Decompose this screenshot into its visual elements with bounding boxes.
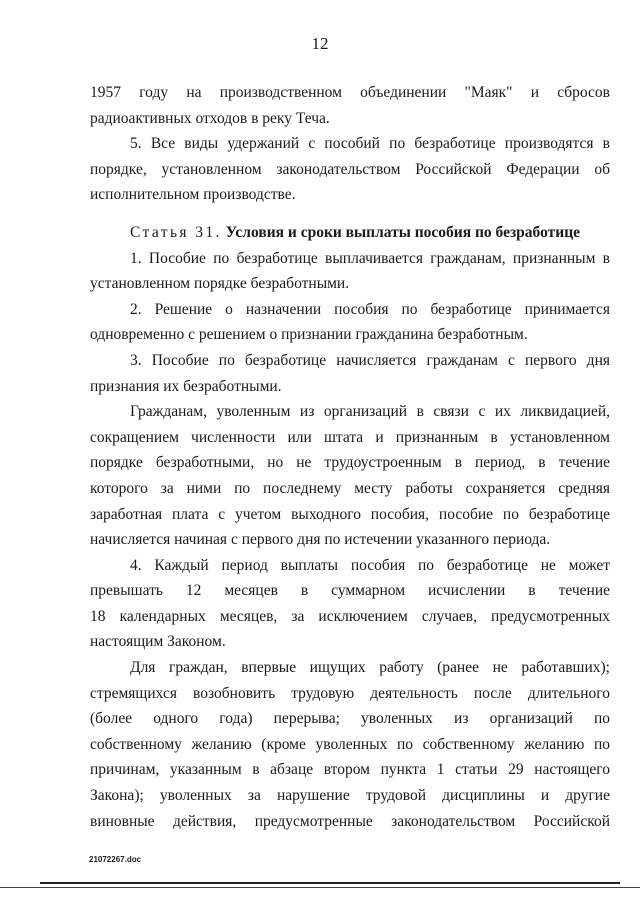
spacer [90, 208, 610, 220]
page-number: 12 [311, 34, 329, 53]
text-line: стремящихся возобновить трудовую деятельность после длительного [90, 684, 610, 702]
text-line: 1. Пособие по безработице выплачивается гражданам, признанным в [130, 249, 610, 267]
text-line: 4. Каждый период выплаты пособия по безработице не может [130, 556, 610, 574]
text-line: установленном порядке безработными. [90, 275, 350, 293]
text-line: Для граждан, впервые ищущих работу (ранее не работавших); [130, 659, 610, 677]
text-line: 5. Все виды удержаний с пособий по безработице производятся в [130, 135, 610, 153]
text-line: 2. Решение о назначении пособия по безработице принимается [130, 300, 610, 318]
text-line: настоящим Законом. [90, 633, 226, 651]
text-line: сокращением численности или штата и признанным в установленном [90, 428, 610, 446]
article-title: Условия и сроки выплаты пособия по безработице [225, 223, 581, 241]
text-block-after-heading [90, 246, 610, 835]
text-line: превышать 12 месяцев в суммарном исчислении в течение [90, 582, 610, 600]
text-line: исполнительном производстве. [90, 186, 296, 204]
text-line: признания их безработными. [90, 377, 282, 395]
article-heading [90, 220, 610, 246]
document-body [90, 80, 610, 834]
text-block-before-heading [90, 80, 610, 208]
text-line: собственному желанию (кроме уволенных по собственному желанию по [90, 735, 610, 753]
text-line: причинам, указанным в абзаце втором пункта 1 статьи 29 настоящего [90, 761, 610, 779]
text-line: 1957 году на производственном объединении "Маяк" и сбросов [90, 84, 610, 101]
text-line: порядке, установленном законодательством Российской Федерации об [90, 160, 610, 178]
footer-divider [40, 882, 620, 884]
footer-filename: 21072267.doc [89, 855, 142, 864]
text-line: порядке безработными, но не трудоустроенным в период, в течение [90, 454, 610, 472]
text-line: Гражданам, уволенным из организаций в связи с их ликвидацией, [130, 403, 610, 421]
text-line: одновременно с решением о признании гражданина безработным. [90, 326, 528, 344]
footer-divider-lower [0, 887, 640, 888]
text-line: 3. Пособие по безработице начисляется гражданам с первого дня [130, 351, 610, 369]
text-line: заработная плата с учетом выходного пособия, пособие по безработице [90, 505, 610, 523]
text-line: 18 календарных месяцев, за исключением случаев, предусмотренных [90, 607, 610, 625]
text-line: (более одного года) перерыва; уволенных из организаций по [90, 710, 610, 728]
article-number: Статья 31. [130, 223, 222, 241]
text-line: начисляется начиная с первого дня по истечении указанного периода. [90, 531, 551, 549]
text-line: Закона); уволенных за нарушение трудовой дисциплины и другие [90, 787, 610, 805]
text-line: которого за ними по последнему месту работы сохраняется средняя [90, 479, 610, 497]
text-line: виновные действия, предусмотренные законодательством Российской [90, 812, 610, 830]
text-line: радиоактивных отходов в реку Теча. [90, 109, 330, 127]
